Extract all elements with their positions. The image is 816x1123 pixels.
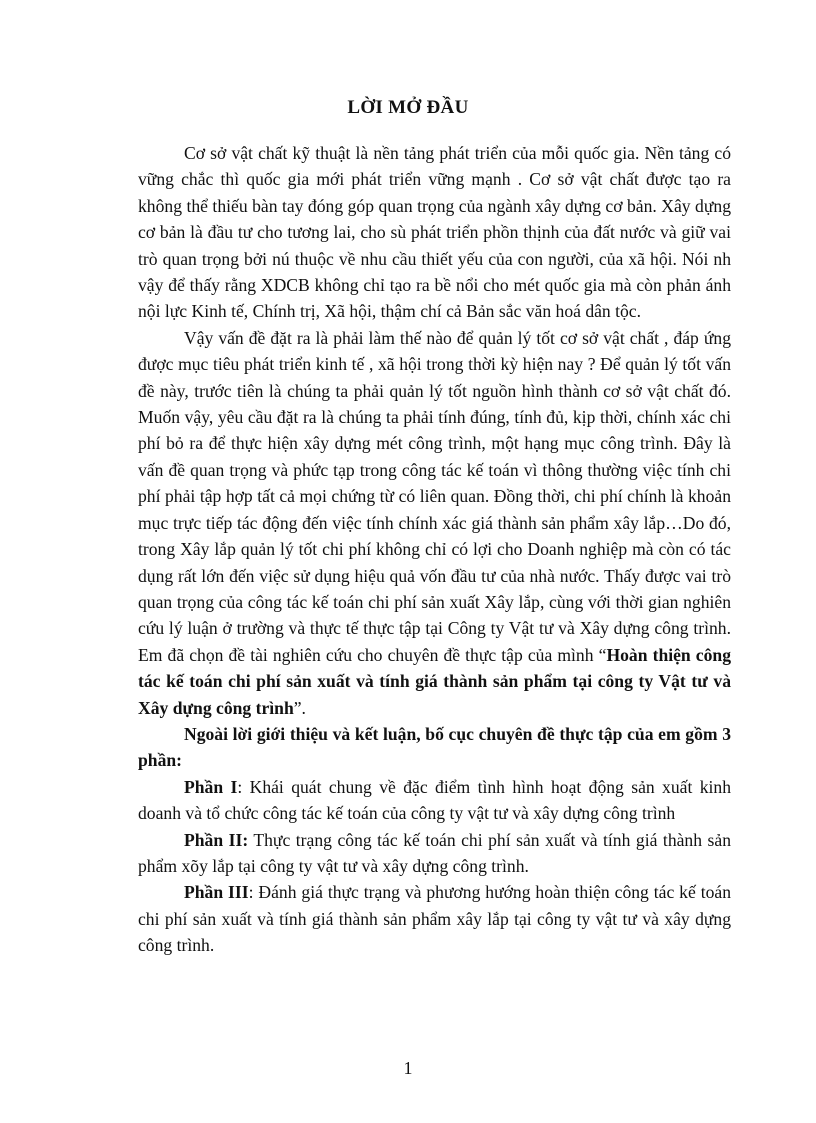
part-2 [138,827,731,880]
page-number: 1 [403,1058,413,1078]
part-3 [138,879,731,958]
paragraph-2-text: Vậy vấn đề đặt ra là phải làm thế nào để quản lý tốt cơ sở vật chất , đáp ứng được mục tiêu phát triển kinh tế , xã hội trong thời kỳ hiện nay ? Để quản lý tốt vấn đề này, trước tiên là chúng ta phải quản lý tốt nguồn hình thành cơ sở vật chất đó. Muốn vậy, yêu cầu đặt ra là chúng ta phải tính đúng, tính đủ, kịp thời, chính xác chi phí bỏ ra để thực hiện xây dựng mét công trình, một hạng mục công trình. Đây là vấn đề quan trọng và phức tạp trong công tác kế toán vì thông thường việc tính chi phí phải tập hợp tất cả mọi chứng từ có liên quan. Đồng thời, chi phí chính là khoản mục trực tiếp tác động đến việc tính chính xác giá thành sản phẩm xây lắp…Do đó, trong Xây lắp quản lý tốt chi phí không chỉ có lợi cho Doanh nghiệp mà còn có tác dụng rất lớn đến việc sử dụng hiệu quả vốn đầu tư của nhà nước. Thấy được vai trò quan trọng của công tác kế toán chi phí sản xuất Xây lắp, cùng với thời gian nghiên cứu lý luận ở trường và thực tế thực tập tại Công ty Vật tư và Xây dựng công trình. Em đã chọn đề tài nghiên cứu cho chuyên đề thực tập của mình “ [138,327,731,665]
part-3-label: Phần III [184,882,249,903]
part-2-label: Phần II: [184,829,249,850]
intro-paragraph-1: Cơ sở vật chất kỹ thuật là nền tảng phát triển của mỗi quốc gia. Nền tảng có vững chắc thì quốc gia mới phát triển vững mạnh . Cơ sở vật chất được tạo ra không thể thiếu bàn tay đóng góp quan trọng của ngành xây dựng cơ bản. Xây dựng cơ bản là đầu tư cho tương lai, cho sù phát triển phồn thịnh của đất nước và giữ vai trò quan trọng bởi nú thuộc về nhu cầu thiết yếu của con người, của xã hội. Nói nh vậy để thấy rằng XDCB không chỉ tạo ra bề nổi cho mét quốc gia mà còn phản ánh nội lực Kinh tế, Chính trị, Xã hội, thậm chí cả Bản sắc văn hoá dân tộc. [138,143,731,322]
closing-quote: ”. [293,697,306,718]
part-1 [138,774,731,827]
intro-paragraph-2 [138,325,731,721]
part-1-label: Phần I [184,776,238,797]
structure-heading: Ngoài lời giới thiệu và kết luận, bố cục chuyên đề thực tập của em gồm 3 phần: [138,723,731,771]
page-title: LỜI MỞ ĐẦU [347,97,469,118]
thesis-topic: Hoàn thiện công tác kế toán chi phí sản xuất và tính giá thành sản phẩm tại công ty Vật tư và Xây dựng công trình [138,644,731,718]
part-2-text: Thực trạng công tác kế toán chi phí sản xuất và tính giá thành sản phẩm xõy lắp tại công ty vật tư và xây dựng công trình. [138,829,731,876]
document-body [138,140,731,959]
part-1-text: : Khái quát chung về đặc điểm tình hình hoạt động sản xuất kinh doanh và tổ chức công tác kế toán của công ty vật tư và xây dựng công trình [138,776,732,824]
part-3-text: : Đánh giá thực trạng và phương hướng hoàn thiện công tác kế toán chi phí sản xuất và tính giá thành sản phẩm xây lắp tại công ty vật tư và xây dựng công trình. [138,882,731,956]
